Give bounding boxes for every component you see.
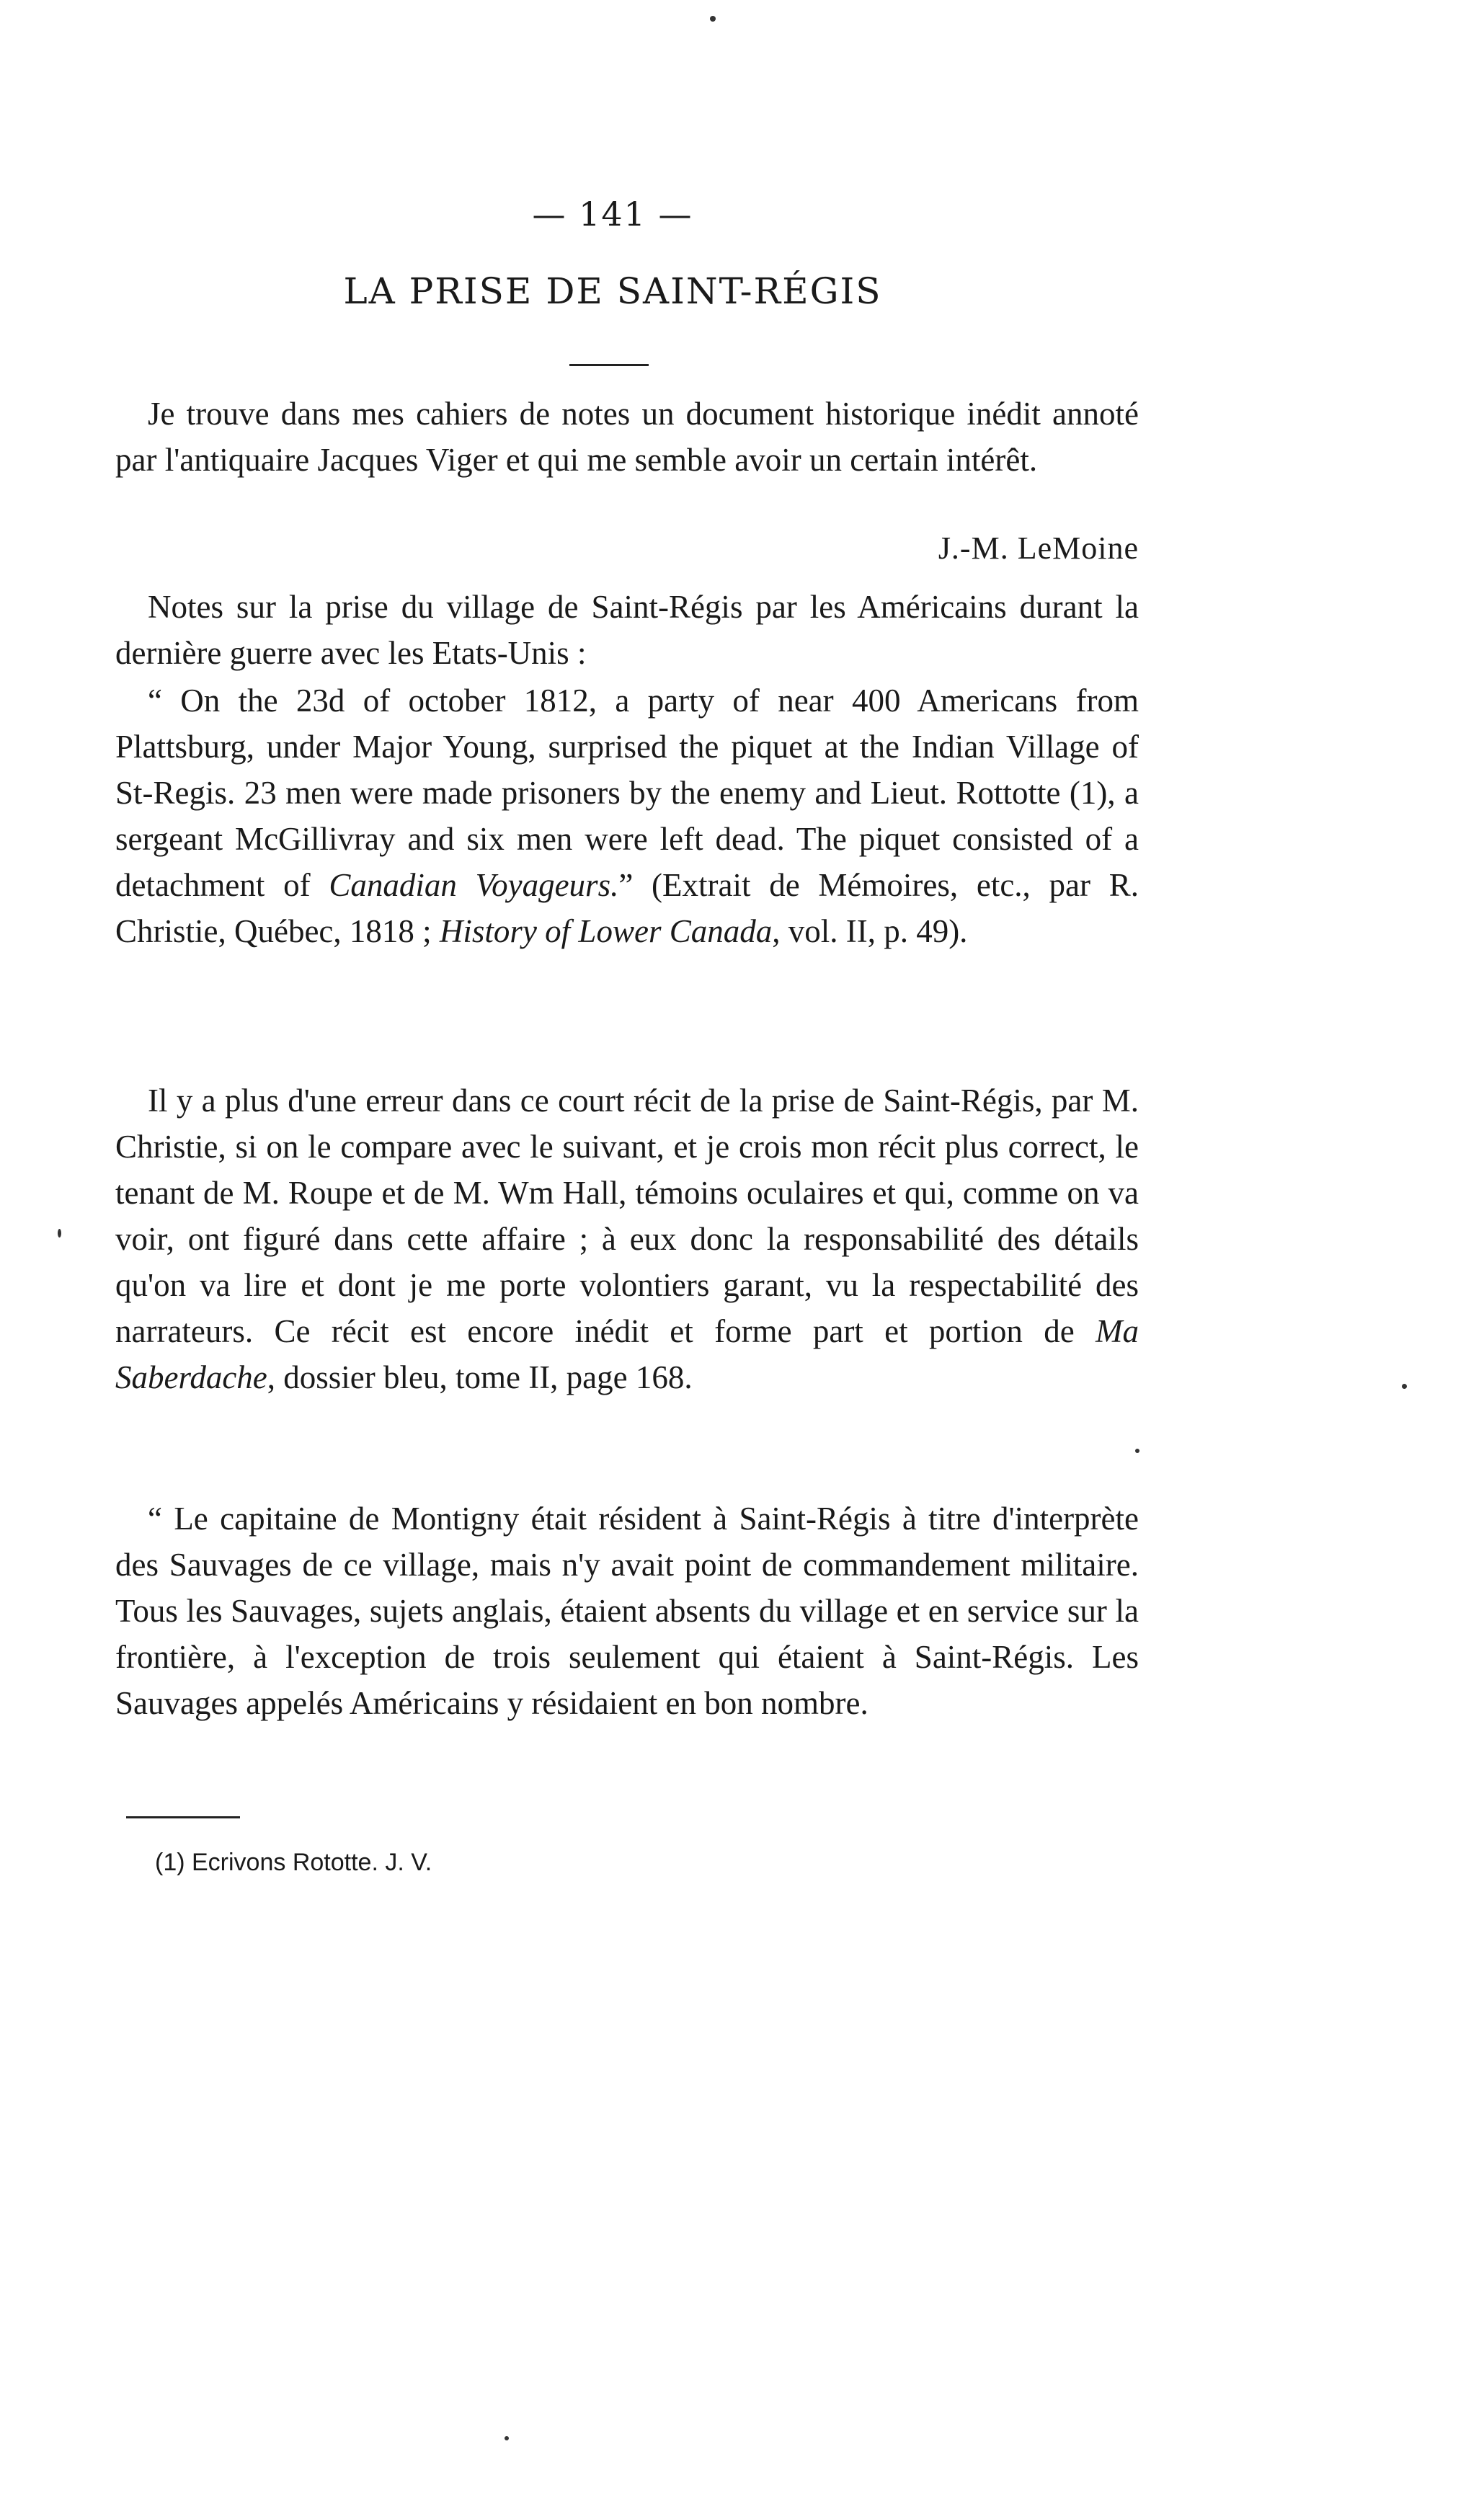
commentary-paragraph xyxy=(115,1078,1139,1400)
scan-speck xyxy=(710,16,716,22)
quote-text xyxy=(115,677,1139,954)
scan-speck xyxy=(1402,1384,1407,1389)
quote-italic-history: History of Lower Canada xyxy=(439,913,773,949)
quote-text-after: , vol. II, p. 49). xyxy=(772,913,968,949)
page-title: LA PRISE DE SAINT-RÉGIS xyxy=(343,270,882,312)
scan-speck xyxy=(1135,1449,1139,1453)
quote-paragraph xyxy=(115,677,1139,954)
narrative-text: “ Le capitaine de Montigny était résident à Saint-Régis à titre d'interprète des Sauvages de ce village, mais n'y avait point de commandement militaire. Tous les Sauvages, sujets anglais, étaient absents du village et en service sur la frontière, à l'exception de trois seulement qui étaient à Saint-Régis. Les Sauvages appelés Américains y résidaient en bon nombre. xyxy=(115,1501,1139,1721)
narrative-paragraph xyxy=(115,1496,1139,1726)
scan-speck xyxy=(58,1229,61,1238)
footnote: (1) Ecrivons Rototte. J. V. xyxy=(155,1849,432,1876)
title-divider xyxy=(569,364,649,366)
notes-intro-text: Notes sur la prise du village de Saint-Régis par les Américains durant la dernière guerre avec les Etats-Unis : xyxy=(115,589,1139,671)
author-signature: J.-M. LeMoine xyxy=(938,530,1139,566)
intro-text: Je trouve dans mes cahiers de notes un document historique inédit annoté par l'antiquaire Jacques Viger et qui me semble avoir un certain intérêt. xyxy=(115,396,1139,478)
quote-text-before: “ On the 23d of october 1812, a party of near 400 Americans from Plattsburg, under Major Young, surprised the piquet at the Indian Village of St-Regis. 23 men were made prisoners by the enemy and Lieut. Rottotte (1), a sergeant McGillivray and six men were left dead. The piquet consisted of a detachment of xyxy=(115,683,1139,903)
scan-speck xyxy=(505,2436,509,2440)
quote-italic-voyageurs: Canadian Voyageurs. xyxy=(329,867,619,903)
commentary-italic-saberdache: Ma Saberdache xyxy=(115,1313,1139,1395)
commentary-text-after: , dossier bleu, tome II, page 168. xyxy=(267,1359,693,1395)
commentary-text-before: Il y a plus d'une erreur dans ce court récit de la prise de Saint-Régis, par M. Christie, si on le compare avec le suivant, et je crois mon récit plus correct, le tenant de M. Roupe et de M. Wm Hall, témoins oculaires et qui, comme on va voir, ont figuré dans cette affaire ; à eux donc la responsabilité des détails qu'on va lire et dont je me porte volontiers garant, vu la respectabilité des narrateurs. Ce récit est encore inédit et forme part et portion de xyxy=(115,1083,1139,1349)
footnote-divider xyxy=(126,1816,240,1818)
page-number: — 141 — xyxy=(532,195,693,234)
commentary-text xyxy=(115,1078,1139,1400)
intro-paragraph xyxy=(115,391,1139,483)
quote-text-middle: ” (Extrait de Mémoires, etc., par R. Christie, Québec, 1818 ; xyxy=(115,867,1139,949)
notes-intro-paragraph xyxy=(115,584,1139,676)
